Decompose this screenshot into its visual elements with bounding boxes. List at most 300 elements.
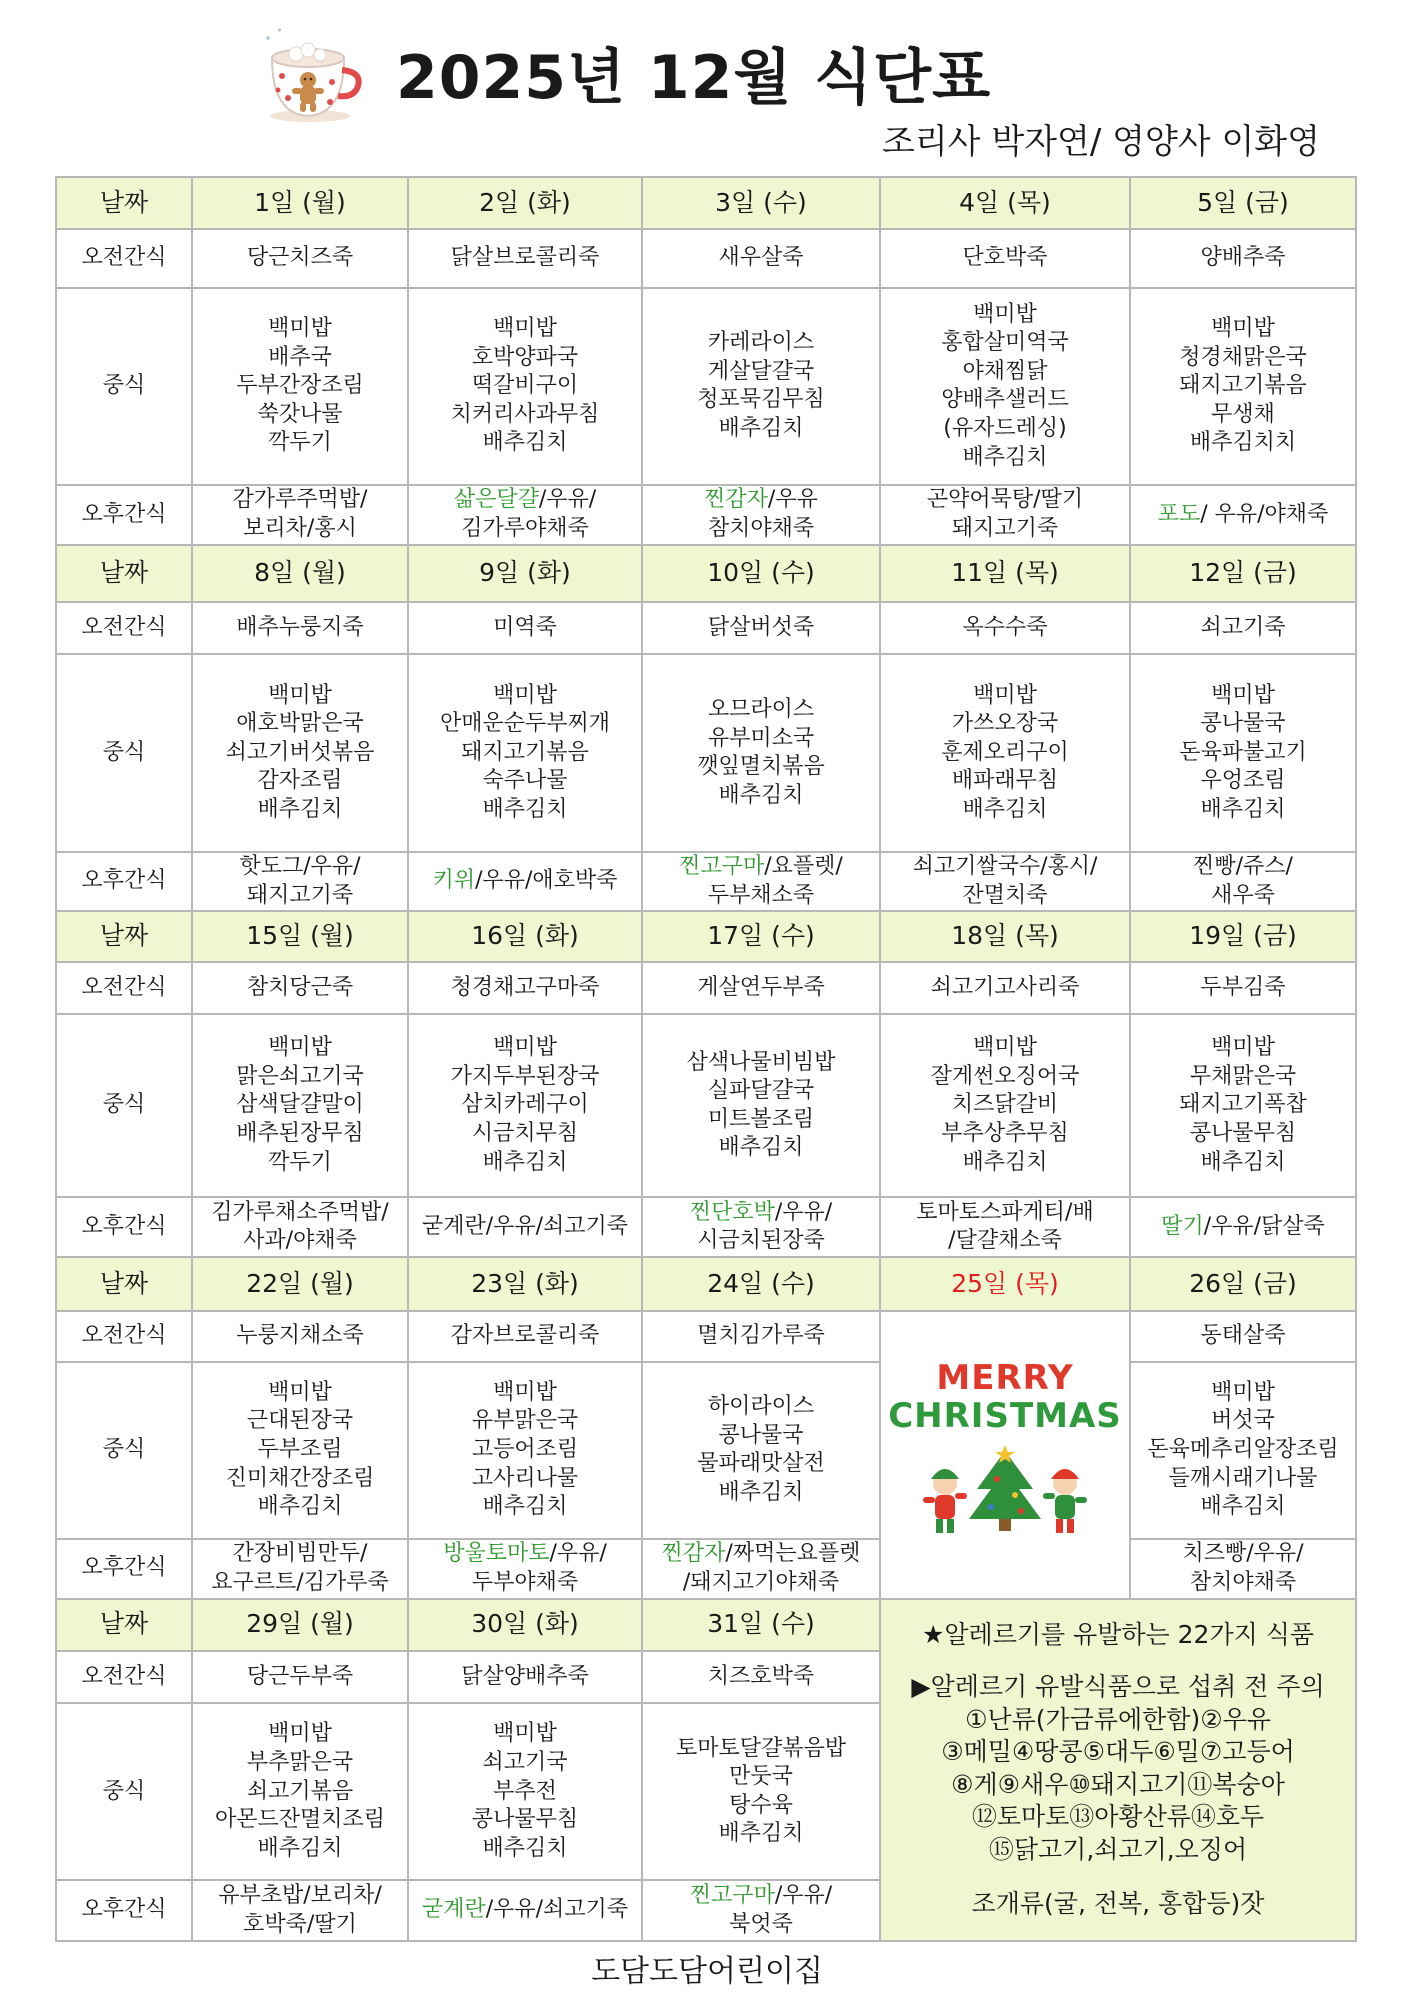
date-cell: 22일 (월) bbox=[192, 1257, 408, 1311]
date-cell: 19일 (금) bbox=[1130, 911, 1356, 961]
menu-item: 쇠고기볶음 bbox=[246, 1778, 354, 1804]
menu-item: 감자조림 bbox=[257, 768, 343, 794]
menu-item: 배추김치 bbox=[962, 797, 1048, 823]
menu-item: 청포묵김무침 bbox=[697, 387, 825, 413]
menu-item: 백미밥 bbox=[493, 1721, 557, 1747]
pm-snack-cell bbox=[192, 852, 408, 912]
date-cell: 18일 (목) bbox=[880, 911, 1130, 961]
pm-snack-cell bbox=[880, 1197, 1130, 1257]
menu-item: 두부조림 bbox=[257, 1437, 343, 1462]
pm-snack-cell bbox=[642, 1197, 880, 1257]
menu-item: 가지두부된장국 bbox=[450, 1063, 600, 1089]
lunch-cell bbox=[880, 654, 1130, 851]
am-snack-cell: 멸치김가루죽 bbox=[642, 1311, 880, 1361]
am-snack-label: 오전간식 bbox=[56, 229, 192, 287]
menu-table bbox=[55, 176, 1357, 1942]
pm-snack-cell bbox=[642, 1880, 880, 1941]
date-cell: 15일 (월) bbox=[192, 911, 408, 961]
menu-item: 배추김치 bbox=[1200, 797, 1286, 823]
pm-snack-line bbox=[413, 1569, 637, 1598]
pm-snack-cell bbox=[642, 1539, 880, 1599]
date-row bbox=[56, 177, 1356, 229]
pm-snack-text: 요구르트/김가루죽 bbox=[211, 1569, 389, 1595]
allergy-title: ★알레르기를 유발하는 22가지 식품 bbox=[921, 1619, 1314, 1649]
lunch-cell bbox=[642, 288, 880, 485]
menu-item: 물파래맛살전 bbox=[697, 1451, 825, 1477]
pm-snack-text: 새우죽 bbox=[1211, 882, 1275, 908]
am-snack-cell: 옥수수죽 bbox=[880, 602, 1130, 654]
pm-snack-text: 김가루야채죽 bbox=[461, 515, 589, 541]
fruit-item: 딸기 bbox=[1161, 1213, 1204, 1239]
lunch-cell bbox=[642, 1362, 880, 1539]
pm-snack-text: /우유/ bbox=[774, 1883, 833, 1909]
menu-item: (유자드레싱) bbox=[943, 416, 1067, 442]
lunch-row bbox=[56, 654, 1356, 851]
menu-item: 애호박맑은국 bbox=[236, 711, 364, 737]
pm-snack-line bbox=[197, 853, 403, 882]
pm-snack-text: 토마토스파게티/배 bbox=[916, 1199, 1094, 1225]
menu-item: 삼색나물비빔밥 bbox=[686, 1049, 836, 1075]
lunch-cell bbox=[192, 654, 408, 851]
menu-item: 양배추샐러드 bbox=[941, 387, 1069, 413]
pm-snack-label: 오후간식 bbox=[56, 852, 192, 912]
pm-snack-line bbox=[647, 1227, 875, 1256]
menu-item: 돼지고기볶음 bbox=[1179, 373, 1307, 399]
pm-snack-text: 참치야채죽 bbox=[707, 515, 815, 541]
lunch-label: 중식 bbox=[56, 654, 192, 851]
header bbox=[0, 0, 1414, 176]
date-cell: 23일 (화) bbox=[408, 1257, 642, 1311]
date-cell: 25일 (목) bbox=[880, 1257, 1130, 1311]
menu-item: 콩나물무침 bbox=[1189, 1121, 1297, 1147]
lunch-cell bbox=[880, 288, 1130, 485]
christmas-cell bbox=[880, 1311, 1130, 1598]
allergy-item: ③메밀④땅콩⑤대두⑥밀⑦고등어 bbox=[941, 1737, 1295, 1767]
pm-snack-text: 돼지고기죽 bbox=[246, 882, 354, 908]
pm-snack-text: 감가루주먹밥/ bbox=[232, 487, 368, 513]
pm-snack-text: 두부야채죽 bbox=[471, 1569, 579, 1595]
pm-snack-label: 오후간식 bbox=[56, 1539, 192, 1599]
am-snack-cell: 단호박죽 bbox=[880, 229, 1130, 287]
date-cell: 5일 (금) bbox=[1130, 177, 1356, 229]
fruit-item: 찐감자 bbox=[704, 487, 768, 513]
allergy-item: ⑫토마토⑬아황산류⑭호두 bbox=[971, 1802, 1265, 1832]
menu-item: 깍두기 bbox=[268, 430, 332, 456]
date-cell: 29일 (월) bbox=[192, 1599, 408, 1651]
date-label: 날짜 bbox=[56, 1599, 192, 1651]
pm-snack-line bbox=[197, 515, 403, 544]
date-cell: 17일 (수) bbox=[642, 911, 880, 961]
pm-snack-text: 곤약어묵탕/딸기 bbox=[926, 487, 1084, 513]
pm-snack-text: /돼지고기야채죽 bbox=[682, 1569, 840, 1595]
lunch-label: 중식 bbox=[56, 1703, 192, 1880]
menu-item: 백미밥 bbox=[973, 1035, 1037, 1061]
menu-item: 백미밥 bbox=[1211, 682, 1275, 708]
menu-item: 미트볼조림 bbox=[707, 1106, 815, 1132]
pm-snack-text: 굳계란/우유/쇠고기죽 bbox=[421, 1213, 629, 1239]
am-snack-cell: 배추누룽지죽 bbox=[192, 602, 408, 654]
date-cell: 4일 (목) bbox=[880, 177, 1130, 229]
lunch-cell bbox=[642, 1703, 880, 1880]
menu-item: 백미밥 bbox=[1211, 1379, 1275, 1405]
pm-snack-text: /우유/닭살죽 bbox=[1203, 1213, 1325, 1239]
menu-item: 배추김치 bbox=[482, 1494, 568, 1520]
menu-item: 게살달걀국 bbox=[707, 358, 815, 384]
pm-snack-line bbox=[885, 486, 1125, 515]
am-snack-cell: 참치당근죽 bbox=[192, 962, 408, 1014]
menu-item: 배추김치 bbox=[482, 430, 568, 456]
date-cell: 2일 (화) bbox=[408, 177, 642, 229]
lunch-cell bbox=[642, 654, 880, 851]
pm-snack-line bbox=[413, 515, 637, 544]
pm-snack-row bbox=[56, 1197, 1356, 1257]
pm-snack-line bbox=[1135, 1213, 1351, 1242]
lunch-cell bbox=[642, 1014, 880, 1197]
pm-snack-line bbox=[1135, 882, 1351, 911]
date-cell: 3일 (수) bbox=[642, 177, 880, 229]
pm-snack-line bbox=[647, 1540, 875, 1569]
menu-item: 백미밥 bbox=[493, 682, 557, 708]
pm-snack-text: 두부채소죽 bbox=[707, 882, 815, 908]
pm-snack-row bbox=[56, 485, 1356, 545]
menu-item: 배추김치 bbox=[257, 1835, 343, 1861]
lunch-cell bbox=[408, 1014, 642, 1197]
pm-snack-cell bbox=[408, 485, 642, 545]
pm-snack-text: /우유/ bbox=[774, 1199, 833, 1225]
am-snack-cell: 누룽지채소죽 bbox=[192, 1311, 408, 1361]
menu-item: 안매운순두부찌개 bbox=[439, 711, 611, 737]
lunch-label: 중식 bbox=[56, 1014, 192, 1197]
pm-snack-cell bbox=[408, 1880, 642, 1941]
pm-snack-line bbox=[1135, 501, 1351, 530]
pm-snack-cell bbox=[1130, 1539, 1356, 1599]
pm-snack-row bbox=[56, 852, 1356, 912]
date-cell: 10일 (수) bbox=[642, 545, 880, 602]
menu-item: 배추김치 bbox=[718, 1821, 804, 1847]
am-snack-label: 오전간식 bbox=[56, 602, 192, 654]
lunch-label: 중식 bbox=[56, 1362, 192, 1539]
am-snack-label: 오전간식 bbox=[56, 962, 192, 1014]
pm-snack-line bbox=[197, 1199, 403, 1228]
date-row bbox=[56, 911, 1356, 961]
lunch-cell bbox=[192, 1362, 408, 1539]
pm-snack-text: 사과/야채죽 bbox=[243, 1228, 357, 1254]
pm-snack-cell bbox=[408, 852, 642, 912]
menu-item: 배추김치 bbox=[257, 1494, 343, 1520]
pm-snack-line bbox=[197, 1569, 403, 1598]
pm-snack-cell bbox=[192, 1197, 408, 1257]
menu-item: 배추국 bbox=[268, 344, 332, 370]
pm-snack-line bbox=[1135, 853, 1351, 882]
pm-snack-label: 오후간식 bbox=[56, 485, 192, 545]
lunch-cell bbox=[408, 654, 642, 851]
menu-item: 숙주나물 bbox=[482, 768, 568, 794]
pm-snack-line bbox=[647, 853, 875, 882]
lunch-cell bbox=[880, 1014, 1130, 1197]
am-snack-row bbox=[56, 602, 1356, 654]
am-snack-label: 오전간식 bbox=[56, 1651, 192, 1703]
menu-item: 고등어조림 bbox=[471, 1437, 579, 1462]
pm-snack-line bbox=[885, 853, 1125, 882]
pm-snack-line bbox=[647, 486, 875, 515]
pm-snack-line bbox=[647, 1882, 875, 1911]
pm-snack-line bbox=[647, 515, 875, 544]
am-snack-cell: 미역죽 bbox=[408, 602, 642, 654]
menu-item: 유부맑은국 bbox=[471, 1408, 579, 1434]
menu-item: 콩나물국 bbox=[718, 1422, 804, 1448]
am-snack-row bbox=[56, 962, 1356, 1014]
menu-item: 탕수육 bbox=[729, 1792, 793, 1818]
pm-snack-line bbox=[885, 1199, 1125, 1228]
am-snack-cell: 닭살브로콜리죽 bbox=[408, 229, 642, 287]
menu-item: 배추김치 bbox=[718, 416, 804, 442]
menu-item: 쑥갓나물 bbox=[257, 401, 343, 427]
lunch-cell bbox=[408, 1362, 642, 1539]
pm-snack-cell bbox=[1130, 1197, 1356, 1257]
pm-snack-line bbox=[647, 1569, 875, 1598]
lunch-row bbox=[56, 1362, 1356, 1539]
fruit-item: 찐고구마 bbox=[689, 1883, 775, 1909]
am-snack-cell: 청경채고구마죽 bbox=[408, 962, 642, 1014]
menu-item: 콩나물국 bbox=[1200, 711, 1286, 737]
am-snack-row bbox=[56, 229, 1356, 287]
menu-item: 치즈닭갈비 bbox=[951, 1092, 1059, 1118]
pm-snack-text: /우유 bbox=[767, 487, 818, 513]
menu-item: 부추전 bbox=[493, 1778, 557, 1804]
menu-item: 백미밥 bbox=[493, 315, 557, 341]
date-cell: 9일 (화) bbox=[408, 545, 642, 602]
date-cell: 16일 (화) bbox=[408, 911, 642, 961]
menu-item: 시금치무침 bbox=[471, 1121, 579, 1147]
menu-item: 가쓰오장국 bbox=[951, 711, 1059, 737]
pm-snack-text: /우유/애호박죽 bbox=[475, 868, 618, 894]
pm-snack-text: 참치야채죽 bbox=[1189, 1569, 1297, 1595]
fruit-item: 찐단호박 bbox=[689, 1199, 775, 1225]
menu-item: 백미밥 bbox=[268, 682, 332, 708]
menu-item: 배추김치 bbox=[482, 797, 568, 823]
menu-item: 배추김치 bbox=[482, 1835, 568, 1861]
lunch-row bbox=[56, 288, 1356, 485]
pm-snack-line bbox=[885, 882, 1125, 911]
menu-item: 떡갈비구이 bbox=[471, 373, 579, 399]
pm-snack-cell bbox=[192, 485, 408, 545]
pm-snack-cell bbox=[1130, 852, 1356, 912]
menu-item: 유부미소국 bbox=[707, 725, 815, 751]
lunch-cell bbox=[408, 288, 642, 485]
menu-item: 백미밥 bbox=[1211, 315, 1275, 341]
date-label: 날짜 bbox=[56, 545, 192, 602]
date-cell: 26일 (금) bbox=[1130, 1257, 1356, 1311]
date-row bbox=[56, 1257, 1356, 1311]
date-cell: 12일 (금) bbox=[1130, 545, 1356, 602]
lunch-cell bbox=[1130, 654, 1356, 851]
merry-christmas-text bbox=[885, 1360, 1125, 1435]
menu-item: 실파달걀국 bbox=[707, 1078, 815, 1104]
date-row bbox=[56, 545, 1356, 602]
am-snack-cell: 닭살양배추죽 bbox=[408, 1651, 642, 1703]
pm-snack-line bbox=[1135, 1569, 1351, 1598]
menu-item: 훈제오리구이 bbox=[941, 739, 1069, 765]
menu-item: 배파래무침 bbox=[951, 768, 1059, 794]
menu-item: 배추김치치 bbox=[1189, 430, 1297, 456]
fruit-item: 포도 bbox=[1157, 501, 1201, 527]
menu-item: 돼지고기폭찹 bbox=[1179, 1092, 1307, 1118]
menu-item: 깍두기 bbox=[268, 1149, 332, 1175]
pm-snack-label: 오후간식 bbox=[56, 1880, 192, 1941]
staff-names: 조리사 박자연/ 영양사 이화영 bbox=[881, 122, 1320, 162]
pm-snack-line bbox=[197, 1227, 403, 1256]
menu-item: 배추김치 bbox=[718, 782, 804, 808]
lunch-cell bbox=[192, 1703, 408, 1880]
pm-snack-cell bbox=[642, 485, 880, 545]
menu-item: 백미밥 bbox=[268, 1035, 332, 1061]
pm-snack-text: 잔멸치죽 bbox=[962, 882, 1048, 908]
menu-item: 배추김치 bbox=[718, 1135, 804, 1161]
pm-snack-line bbox=[413, 1213, 637, 1242]
menu-item: 삼치카레구이 bbox=[461, 1092, 589, 1118]
menu-item: 삼색달걀말이 bbox=[236, 1092, 364, 1118]
menu-item: 백미밥 bbox=[973, 301, 1037, 327]
menu-item: 배추김치 bbox=[257, 797, 343, 823]
am-snack-cell: 당근치즈죽 bbox=[192, 229, 408, 287]
pm-snack-text: / 우유/야채죽 bbox=[1200, 501, 1329, 527]
pm-snack-line bbox=[197, 486, 403, 515]
menu-item: 배추된장무침 bbox=[236, 1121, 364, 1147]
menu-item: 배추김치 bbox=[718, 1479, 804, 1505]
gingerbread-mug-icon bbox=[258, 24, 366, 128]
menu-item: 무생채 bbox=[1211, 401, 1275, 427]
menu-item: 돈육메추리알장조림 bbox=[1147, 1437, 1339, 1462]
am-snack-label: 오전간식 bbox=[56, 1311, 192, 1361]
pm-snack-text: /우유/쇠고기죽 bbox=[485, 1897, 629, 1923]
lunch-cell bbox=[408, 1703, 642, 1880]
date-label: 날짜 bbox=[56, 1257, 192, 1311]
pm-snack-cell bbox=[192, 1539, 408, 1599]
menu-item: 돼지고기볶음 bbox=[461, 739, 589, 765]
pm-snack-text: /짜먹는요플렛 bbox=[725, 1541, 861, 1567]
menu-item: 두부간장조림 bbox=[236, 373, 364, 399]
fruit-item: 굳계란 bbox=[421, 1897, 486, 1923]
pm-snack-text: /달걀채소죽 bbox=[948, 1228, 1062, 1254]
date-cell: 1일 (월) bbox=[192, 177, 408, 229]
menu-item: 치커리사과무침 bbox=[450, 401, 600, 427]
pm-snack-line bbox=[1135, 1540, 1351, 1569]
date-cell: 8일 (월) bbox=[192, 545, 408, 602]
menu-item: 우엉조림 bbox=[1200, 768, 1286, 794]
date-cell: 31일 (수) bbox=[642, 1599, 880, 1651]
menu-item: 백미밥 bbox=[493, 1035, 557, 1061]
menu-item: 돈육파불고기 bbox=[1179, 739, 1307, 765]
menu-item: 백미밥 bbox=[268, 1721, 332, 1747]
christmas-text: CHRISTMAS bbox=[888, 1395, 1122, 1436]
lunch-cell bbox=[1130, 1014, 1356, 1197]
menu-item: 백미밥 bbox=[973, 682, 1037, 708]
pm-snack-line bbox=[647, 1199, 875, 1228]
menu-item: 부추상추무침 bbox=[941, 1121, 1069, 1147]
am-snack-cell: 두부김죽 bbox=[1130, 962, 1356, 1014]
lunch-row bbox=[56, 1014, 1356, 1197]
pm-snack-text: 치즈빵/우유/ bbox=[1182, 1541, 1304, 1567]
menu-item: 배추김치 bbox=[1200, 1149, 1286, 1175]
am-snack-cell: 동태살죽 bbox=[1130, 1311, 1356, 1361]
pm-snack-line bbox=[197, 1911, 403, 1940]
fruit-item: 찐감자 bbox=[661, 1541, 726, 1567]
pm-snack-cell bbox=[408, 1197, 642, 1257]
menu-item: 배추김치 bbox=[482, 1149, 568, 1175]
date-cell: 30일 (화) bbox=[408, 1599, 642, 1651]
lunch-cell bbox=[1130, 1362, 1356, 1539]
menu-item: 백미밥 bbox=[268, 315, 332, 341]
menu-item: 배추김치 bbox=[962, 1149, 1048, 1175]
am-snack-cell: 감자브로콜리죽 bbox=[408, 1311, 642, 1361]
menu-item: 만둣국 bbox=[729, 1764, 793, 1790]
menu-item: 잘게썬오징어국 bbox=[930, 1063, 1080, 1089]
pm-snack-cell bbox=[880, 852, 1130, 912]
pm-snack-row bbox=[56, 1539, 1356, 1599]
date-row bbox=[56, 1599, 1356, 1651]
menu-item: 백미밥 bbox=[268, 1379, 332, 1405]
pm-snack-line bbox=[413, 486, 637, 515]
pm-snack-line bbox=[885, 515, 1125, 544]
am-snack-cell: 쇠고기죽 bbox=[1130, 602, 1356, 654]
pm-snack-line bbox=[647, 882, 875, 911]
pm-snack-text: 유부초밥/보리차/ bbox=[218, 1883, 382, 1909]
menu-item: 홍합살미역국 bbox=[941, 330, 1069, 356]
menu-item: 카레라이스 bbox=[707, 330, 815, 356]
menu-item: 근대된장국 bbox=[246, 1408, 354, 1434]
menu-item: 오므라이스 bbox=[707, 696, 815, 722]
menu-item: 청경채맑은국 bbox=[1179, 344, 1307, 370]
pm-snack-cell bbox=[408, 1539, 642, 1599]
am-snack-cell: 새우살죽 bbox=[642, 229, 880, 287]
am-snack-cell: 게살연두부죽 bbox=[642, 962, 880, 1014]
fruit-item: 삶은달걀 bbox=[453, 487, 539, 513]
menu-item: 토마토달걀볶음밥 bbox=[675, 1735, 847, 1761]
pm-snack-cell bbox=[1130, 485, 1356, 545]
am-snack-cell: 당근두부죽 bbox=[192, 1651, 408, 1703]
menu-item: 부추맑은국 bbox=[246, 1749, 354, 1775]
menu-item: 들깨시래기나물 bbox=[1168, 1465, 1318, 1491]
lunch-cell bbox=[192, 288, 408, 485]
menu-item: 진미채간장조림 bbox=[225, 1465, 375, 1491]
menu-item: 아몬드잔멸치조림 bbox=[214, 1807, 386, 1833]
pm-snack-text: 김가루채소주먹밥/ bbox=[211, 1199, 389, 1225]
pm-snack-text: /우유/ bbox=[549, 1541, 607, 1567]
menu-item: 고사리나물 bbox=[471, 1465, 579, 1491]
menu-item: 하이라이스 bbox=[707, 1394, 815, 1420]
menu-item: 배추김치 bbox=[962, 444, 1048, 470]
am-snack-cell: 닭살버섯죽 bbox=[642, 602, 880, 654]
menu-item: 백미밥 bbox=[493, 1379, 557, 1405]
pm-snack-cell bbox=[192, 1880, 408, 1941]
pm-snack-text: 돼지고기죽 bbox=[951, 515, 1059, 541]
date-label: 날짜 bbox=[56, 911, 192, 961]
menu-item: 백미밥 bbox=[1211, 1035, 1275, 1061]
fruit-item: 찐고구마 bbox=[679, 854, 765, 880]
merry-text: MERRY bbox=[936, 1358, 1074, 1399]
allergy-extra: 조개류(굴, 전복, 홍합등)잣 bbox=[971, 1889, 1265, 1919]
pm-snack-text: 북엇죽 bbox=[729, 1911, 793, 1937]
date-label: 날짜 bbox=[56, 177, 192, 229]
allergy-item: ⑧게⑨새우⑩돼지고기⑪복숭아 bbox=[951, 1769, 1285, 1799]
pm-snack-line bbox=[885, 1227, 1125, 1256]
pm-snack-text: 핫도그/우유/ bbox=[239, 854, 361, 880]
pm-snack-line bbox=[413, 1896, 637, 1925]
date-cell: 11일 (목) bbox=[880, 545, 1130, 602]
menu-item: 깻잎멸치볶음 bbox=[697, 754, 825, 780]
lunch-label: 중식 bbox=[56, 288, 192, 485]
pm-snack-line bbox=[197, 882, 403, 911]
